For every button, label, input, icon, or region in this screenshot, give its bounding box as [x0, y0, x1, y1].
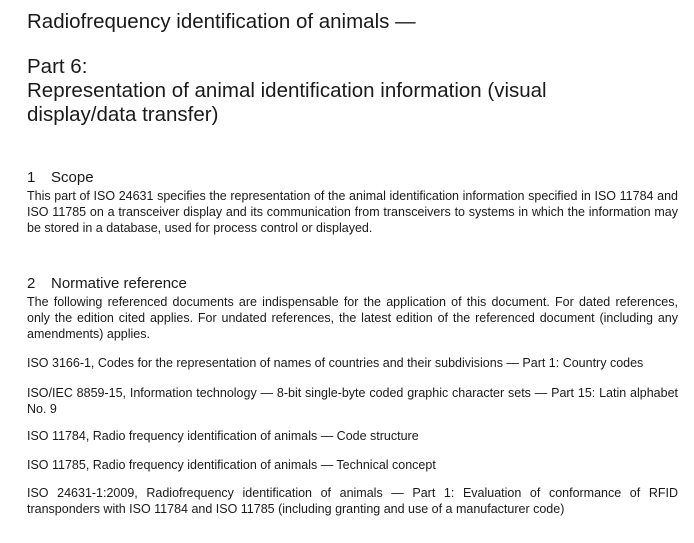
- scope-paragraph: This part of ISO 24631 specifies the representation of the animal identification information specified in ISO 11784 and ISO 11785 on a transceiver display and its communication from transceivers to systems in which the information may be stored in a database, used for process control or displayed.: [27, 189, 678, 235]
- section-title: Normative reference: [51, 275, 187, 293]
- section-heading-normative-reference: [27, 275, 187, 293]
- reference-item: ISO 11785, Radio frequency identification of animals — Technical concept: [27, 458, 436, 472]
- section-number: 2: [27, 275, 36, 293]
- reference-item: ISO 24631-1:2009, Radiofrequency identification of animals — Part 1: Evaluation of conformance of RFID transponders with ISO 11784 and ISO 11785 (including granting and use of a manufacturer code): [27, 486, 678, 516]
- reference-item: ISO/IEC 8859-15, Information technology — 8-bit single-byte coded graphic character sets — Part 15: Latin alphabet No. 9: [27, 386, 678, 416]
- reference-item: ISO 3166-1, Codes for the representation of names of countries and their subdivisions — Part 1: Country codes: [27, 356, 644, 370]
- document-title-part-title-line-2: display/data transfer): [27, 103, 219, 126]
- document-title-part-number: Part 6:: [27, 55, 88, 78]
- document-title-part-title-line-1: Representation of animal identification information (visual: [27, 79, 547, 102]
- section-heading-scope: [27, 169, 94, 187]
- section-number: 1: [27, 169, 36, 187]
- normative-reference-intro: The following referenced documents are indispensable for the application of this document. For dated references, only the edition cited applies. For undated references, the latest edition of the referenced document (including any amendments) applies.: [27, 295, 678, 341]
- reference-item: ISO 11784, Radio frequency identification of animals — Code structure: [27, 429, 419, 443]
- section-title: Scope: [51, 169, 94, 187]
- document-title-line-1: Radiofrequency identification of animals —: [27, 10, 416, 33]
